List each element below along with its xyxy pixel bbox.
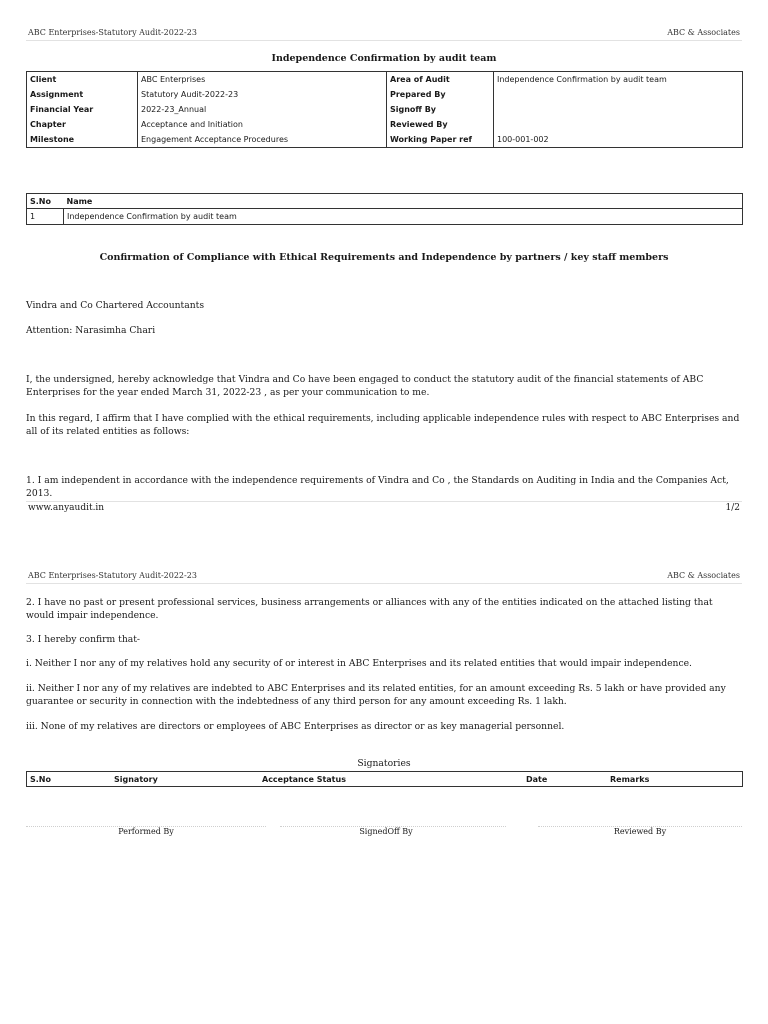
page1-header-left: ABC Enterprises-Statutory Audit-2022-23 <box>28 28 197 37</box>
info-value <box>494 102 743 117</box>
footer-website-link[interactable]: www.anyaudit.in <box>28 503 105 513</box>
signatories-table <box>26 771 743 787</box>
info-label: Working Paper ref <box>387 132 494 148</box>
independence-point-2: 2. I have no past or present professional services, business arrangements or alliances with any of the entities indicated on the attached listing that would impair independence. <box>26 597 713 621</box>
info-label: Chapter <box>27 117 138 132</box>
info-row <box>27 132 743 148</box>
column-header-name: Name <box>64 194 743 209</box>
independence-point-3i: i. Neither I nor any of my relatives hold any security of or interest in ABC Enterprises and its related entities that would impair independence. <box>26 658 692 669</box>
row-sno: 1 <box>27 209 64 225</box>
working-paper-list-table <box>26 193 743 225</box>
info-value: Engagement Acceptance Procedures <box>138 132 387 148</box>
independence-point-3iii: iii. None of my relatives are directors or employees of ABC Enterprises as director or as key managerial personnel. <box>26 721 565 732</box>
performed-by-label: Performed By <box>118 827 174 836</box>
table-row <box>27 209 743 225</box>
info-value: Independence Confirmation by audit team <box>497 75 667 84</box>
attention-line: Attention: Narasimha Chari <box>26 325 156 336</box>
affirmation-paragraph: In this regard, I affirm that I have complied with the ethical requirements, including applicable independence rules with respect to ABC Enterprises and all of its related entities as follows: <box>26 413 740 437</box>
independence-point-1: 1. I am independent in accordance with the independence requirements of Vindra and Co , the Standards on Auditing in India and the Companies Act, 2013. <box>26 475 729 499</box>
row-name: Independence Confirmation by audit team <box>67 212 237 221</box>
page-number: 1/2 <box>725 503 740 513</box>
info-value: 2022-23_Annual <box>138 102 387 117</box>
signatories-title: Signatories <box>357 758 411 769</box>
column-header-signatory: Signatory <box>114 774 158 784</box>
info-value: Statutory Audit-2022-23 <box>138 87 387 102</box>
info-row <box>27 87 743 102</box>
independence-point-3: 3. I hereby confirm that- <box>26 634 141 645</box>
addressee: Vindra and Co Chartered Accountants <box>26 300 205 311</box>
info-row <box>27 117 743 132</box>
page-title: Independence Confirmation by audit team <box>271 53 497 64</box>
info-label: Milestone <box>27 132 138 148</box>
signedoff-by-label: SignedOff By <box>359 827 413 836</box>
column-header-sno: S.No <box>30 774 51 784</box>
engagement-info-table <box>26 71 743 148</box>
info-label: Client <box>27 72 138 88</box>
page1-header-right: ABC & Associates <box>667 28 740 37</box>
info-value: ABC Enterprises <box>138 72 387 88</box>
independence-point-3ii: ii. Neither I nor any of my relatives are indebted to ABC Enterprises and its related entities, for an amount exceeding Rs. 5 lakh or have provided any guarantee or security in connection with the indebtedness of any third person for any amount exceeding Rs. 1 lakh. <box>26 683 726 707</box>
info-row <box>27 72 743 88</box>
info-value: Acceptance and Initiation <box>138 117 387 132</box>
column-header-remarks: Remarks <box>610 774 650 784</box>
acknowledgement-paragraph: I, the undersigned, hereby acknowledge that Vindra and Co have been engaged to conduct the statutory audit of the financial statements of ABC Enterprises for the year ended March 31, 2022-23 , as per your communication to me. <box>26 374 704 398</box>
info-value: 100-001-002 <box>497 135 549 144</box>
column-header-sno: S.No <box>27 194 64 209</box>
info-label: Signoff By <box>387 102 494 117</box>
table-header-row <box>27 194 743 209</box>
section-title: Confirmation of Compliance with Ethical Requirements and Independence by partners / key staff members <box>99 252 669 263</box>
page2-header-left: ABC Enterprises-Statutory Audit-2022-23 <box>28 571 197 580</box>
info-label: Area of Audit <box>387 72 494 88</box>
info-label: Financial Year <box>27 102 138 117</box>
info-value <box>494 117 743 132</box>
page1-header-divider <box>26 40 742 41</box>
column-header-acceptance-status: Acceptance Status <box>262 774 346 784</box>
page2-header-divider <box>26 583 742 584</box>
info-value <box>494 87 743 102</box>
info-row <box>27 102 743 117</box>
reviewed-by-label: Reviewed By <box>613 827 667 836</box>
info-label: Reviewed By <box>387 117 494 132</box>
page2-header-right: ABC & Associates <box>667 571 740 580</box>
column-header-date: Date <box>526 774 548 784</box>
info-label: Prepared By <box>387 87 494 102</box>
table-header-row <box>27 772 743 787</box>
info-label: Assignment <box>27 87 138 102</box>
page1-footer-divider <box>26 501 742 502</box>
